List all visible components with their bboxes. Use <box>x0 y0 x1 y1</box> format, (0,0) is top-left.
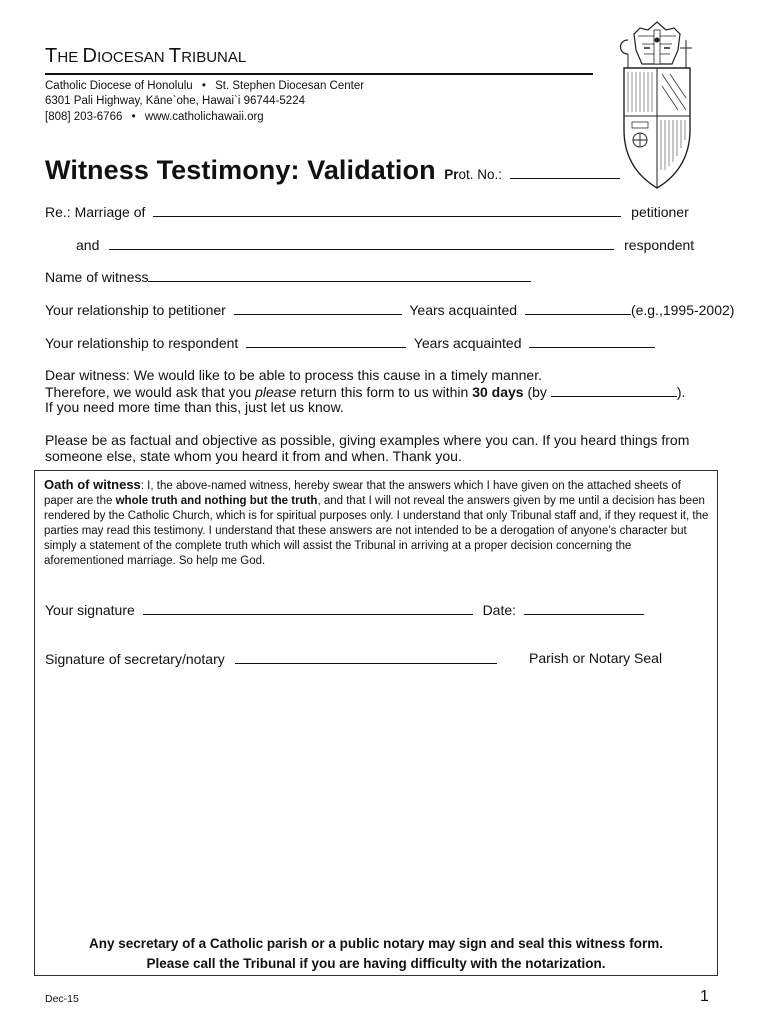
respondent-row: and respondent <box>76 237 695 253</box>
intro-line-3: If you need more time than this, just let us know. <box>45 399 344 415</box>
page-number: 1 <box>700 988 709 1005</box>
years-acquainted-petitioner-field[interactable] <box>525 301 631 315</box>
oath-text: Oath of witness: I, the above-named witness, hereby swear that the answers which I have given on the attached sheets of paper are the whole truth and nothing but the truth, and that I will not reveal the answers given by me until a decision has been rendered by the Catholic Church, which is for spiritual purposes only. I understand that only Tribunal staff and, if they request it, the parties may read this testimony. I understand that these answers are not intended to be a derogation of anyone’s character but simply a statement of the complete truth which will assist the Tribunal in arriving at a proper decision concerning the aforementioned marriage. So help me God. <box>44 477 709 567</box>
witness-signature-field[interactable] <box>143 601 473 615</box>
header-contact: [808] 203-6766 • www.catholichawaii.org <box>45 111 264 123</box>
notary-signature-field[interactable] <box>235 650 497 664</box>
relationship-petitioner-row: Your relationship to petitioner Years acquainted (e.g.,1995-2002) <box>45 302 735 318</box>
tribunal-name: THE DIOCESAN TRIBUNAL <box>45 45 247 67</box>
marriage-row: Re.: Marriage of petitioner <box>45 204 689 220</box>
intro-line-2: Therefore, we would ask that you please return this form to us within 30 days (by ). <box>45 384 686 400</box>
instructions-line-1: Please be as factual and objective as possible, giving examples where you can. If you heard things from <box>45 432 690 448</box>
seal-label: Parish or Notary Seal <box>529 650 663 666</box>
years-acquainted-respondent-field[interactable] <box>529 334 655 348</box>
prot-number-field[interactable] <box>510 165 620 179</box>
return-by-date-field[interactable] <box>551 383 677 397</box>
revision-date: Dec-15 <box>45 993 79 1005</box>
signature-date-field[interactable] <box>524 601 644 615</box>
witness-name-field[interactable] <box>148 268 531 282</box>
notary-row: Signature of secretary/notary <box>45 650 497 667</box>
header-rule <box>45 73 593 75</box>
header-line-1: Catholic Diocese of Honolulu • St. Stephen Diocesan Center <box>45 80 365 92</box>
relationship-respondent-row: Your relationship to respondent Years acquainted <box>45 334 655 351</box>
notary-note-2: Please call the Tribunal if you are having difficulty with the notarization. <box>146 956 606 971</box>
respondent-name-field[interactable] <box>109 236 614 250</box>
notary-note-1: Any secretary of a Catholic parish or a public notary may sign and seal this witness form. <box>89 936 663 951</box>
header-address: 6301 Pali Highway, Kāne`ohe, Hawai`i 96744-5224 <box>45 95 305 107</box>
relationship-respondent-field[interactable] <box>246 334 406 348</box>
diocese-coat-of-arms-icon <box>614 20 700 192</box>
instructions-line-2: someone else, state whom you heard it from and when. Thank you. <box>45 448 462 464</box>
intro-line-1: Dear witness: We would like to be able to process this cause in a timely manner. <box>45 367 542 383</box>
petitioner-name-field[interactable] <box>153 203 621 217</box>
relationship-petitioner-field[interactable] <box>234 301 402 315</box>
form-title: Witness Testimony: Validation Prot. No.: <box>45 155 620 186</box>
signature-row: Your signature Date: <box>45 601 644 618</box>
witness-name-row: Name of witness <box>45 268 531 285</box>
